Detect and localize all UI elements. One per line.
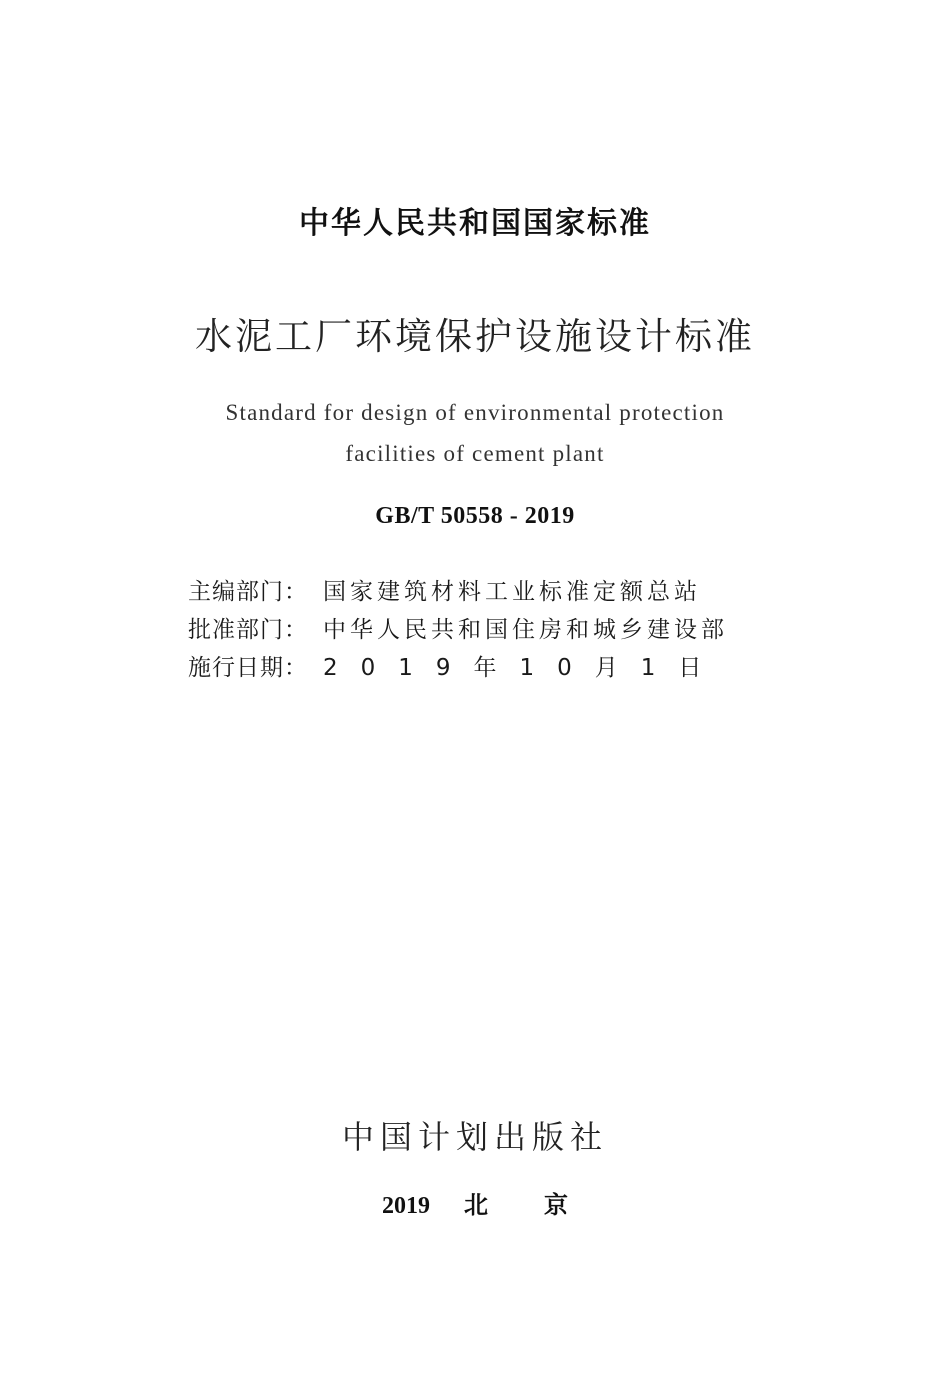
publication-place [0,1185,950,1220]
document-title-chinese: 水泥工厂环境保护设施设计标准 [195,315,755,358]
editor-value: 国家建筑材料工业标准定额总站 [323,579,701,605]
english-title-line-2: facilities of cement plant [345,441,605,466]
approver-label: 批准部门： [188,617,308,643]
editor-label: 主编部门： [188,579,308,605]
document-title-english [0,392,950,474]
standard-code: GB/T 50558 - 2019 [375,503,575,529]
standard-series-title: 中华人民共和国国家标准 [299,206,651,241]
standard-metadata [188,573,728,687]
effective-date-label: 施行日期： [188,655,308,681]
publisher-name: 中国计划出版社 [341,1118,608,1156]
publication-city: 北京 [464,1191,624,1219]
publication-year: 2019 [382,1193,430,1219]
editor-row [188,573,728,611]
english-title-line-1: Standard for design of environmental protection [225,400,725,425]
effective-date-value: 2019年10月1日 [323,655,725,681]
effective-date-row [188,649,728,687]
approver-value: 中华人民共和国住房和城乡建设部 [323,617,728,643]
approver-row [188,611,728,649]
